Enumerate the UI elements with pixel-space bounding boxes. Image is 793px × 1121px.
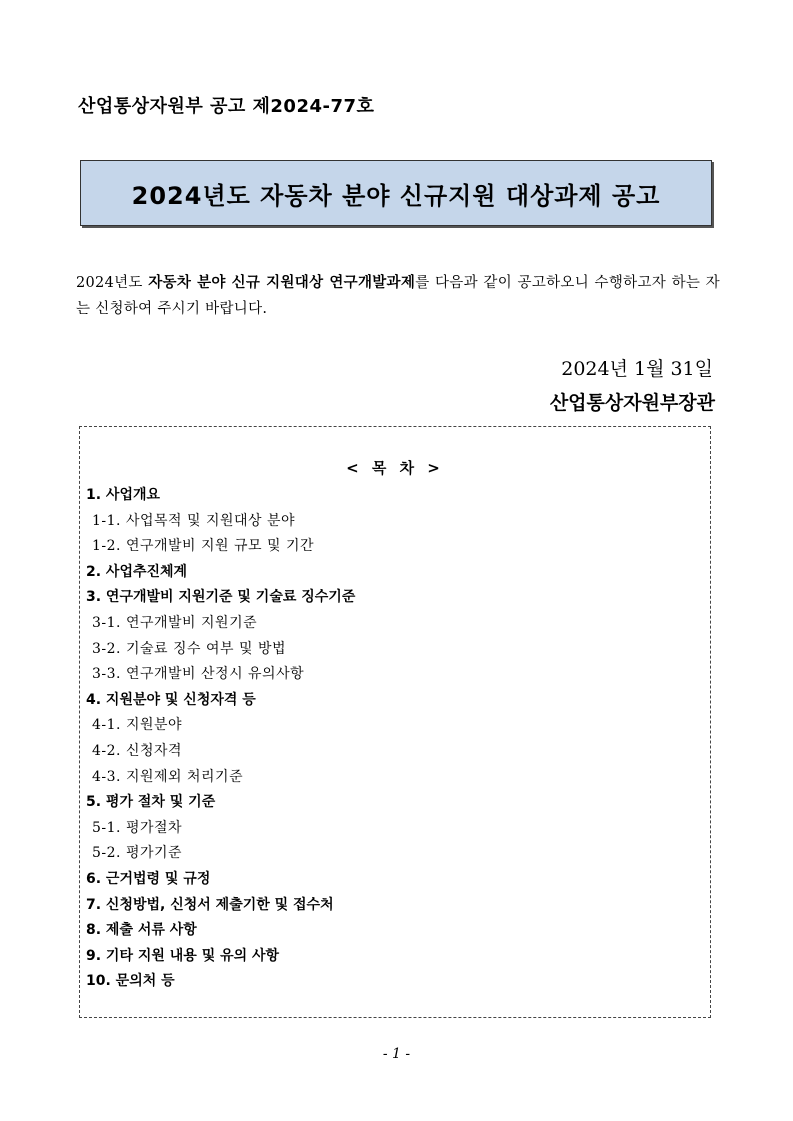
toc-section: 4. 지원분야 및 신청자격 등 xyxy=(86,691,256,708)
toc-subsection: 3-3. 연구개발비 산정시 유의사항 xyxy=(92,666,305,683)
toc-section: 1. 사업개요 xyxy=(86,487,161,503)
ministry-signature: 산업통상자원부장관 xyxy=(549,392,715,414)
title-box xyxy=(80,160,712,226)
toc-section: 6. 근거법령 및 규정 xyxy=(86,870,211,887)
toc-heading: < 목 차 > xyxy=(346,459,444,477)
intro-rest: 를 다음과 같이 공고하오니 수행하고자 하는 자는 신청하여 주시기 바랍니다. xyxy=(76,275,720,317)
toc-subsection: 1-2. 연구개발비 지원 규모 및 기간 xyxy=(92,538,315,555)
toc-subsection: 5-2. 평가기준 xyxy=(92,845,183,862)
toc-subsection: 4-1. 지원분야 xyxy=(92,717,183,734)
notice-date: 2024년 1월 31일 xyxy=(561,358,713,380)
toc-section: 8. 제출 서류 사항 xyxy=(86,922,197,939)
toc-subsection: 4-2. 신청자격 xyxy=(92,742,183,759)
toc-section: 5. 평가 절차 및 기준 xyxy=(86,794,216,811)
notice-number: 산업통상자원부 공고 제2024-77호 xyxy=(78,96,375,117)
page-number: - 1 - xyxy=(382,1046,411,1062)
document-title: 2024년도 자동차 분야 신규지원 대상과제 공고 xyxy=(131,181,661,210)
toc-section: 9. 기타 지원 내용 및 유의 사항 xyxy=(86,947,280,964)
intro-lead: 2024년도 xyxy=(76,275,149,291)
toc-list xyxy=(86,483,355,995)
toc-section: 3. 연구개발비 지원기준 및 기술료 징수기준 xyxy=(86,589,356,606)
toc-subsection: 5-1. 평가절차 xyxy=(92,819,183,836)
toc-subsection: 3-2. 기술료 징수 여부 및 방법 xyxy=(92,640,286,657)
table-of-contents xyxy=(79,426,711,1018)
toc-subsection: 1-1. 사업목적 및 지원대상 분야 xyxy=(92,512,296,529)
intro-bold: 자동차 분야 신규 지원대상 연구개발과제 xyxy=(148,275,416,291)
toc-subsection: 4-3. 지원제외 처리기준 xyxy=(92,768,244,785)
intro-paragraph xyxy=(76,270,720,322)
toc-section: 7. 신청방법, 신청서 제출기한 및 접수처 xyxy=(86,896,334,913)
toc-section: 10. 문의처 등 xyxy=(86,973,175,990)
toc-subsection: 3-1. 연구개발비 지원기준 xyxy=(92,614,258,631)
toc-section: 2. 사업추진체계 xyxy=(86,563,188,580)
